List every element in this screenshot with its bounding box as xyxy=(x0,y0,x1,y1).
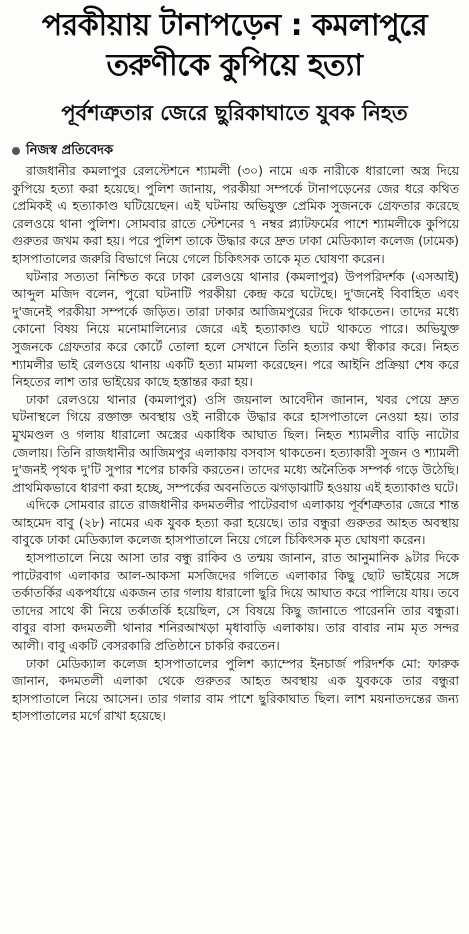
paragraph: এদিকে সোমবার রাতে রাজধানীর কদমতলীর পাটেরবাগ এলাকায় পূর্বশত্রুতার জেরে শান্ত আহমেদ বাবু (২৮) নামের এক যুবক হত্যা করা হয়েছে। তার বন্ধুরা গুরুতর আহত অবস্থায় বাবুকে ঢাকা মেডিক্যাল কলেজ হাসপাতালে নিয়ে গেলে চিকিৎসক মৃত ঘোষণা করেন। xyxy=(12,497,459,548)
paragraph: ঘটনার সত্যতা নিশ্চিত করে ঢাকা রেলওয়ে থানার (কমলাপুর) উপপরিদর্শক (এসআই) আব্দুল মজিদ বলেন, পুরো ঘটনাটি পরকীয়া কেন্দ্র করে ঘটেছে। দু'জনেই বিবাহিত এবং দু'জনেই পরকীয়া সম্পর্কে জড়িত। তারা ঢাকার আজিমপুরের দিকে থাকতেন। তাদের মধ্যে কোনো বিষয় নিয়ে মনোমালিন্যের জেরে এই হত্যাকাণ্ড ঘটে থাকতে পারে। অভিযুক্ত সুজনকে গ্রেফতার করে কোর্টে তোলা হলে সেখানে তিনি হত্যার কথা স্বীকার করে। নিহত শ্যামলীর ভাই রেলওয়ে থানায় একটি হত্যা মামলা করেছেন। পরে আইনি প্রক্রিয়া শেষ করে নিহতের লাশ তার ভাইয়ের কাছে হস্তান্তর করা হয়। xyxy=(12,268,459,390)
subheadline: পূর্বশত্রুতার জেরে ছুরিকাঘাতে যুবক নিহত xyxy=(61,101,408,125)
byline xyxy=(12,142,457,160)
byline-text: নিজস্ব প্রতিবেদক xyxy=(26,143,114,158)
paragraph: হাসপাতালে নিয়ে আসা তার বন্ধু রাকিব ও তন্ময় জানান, রাত আনুমানিক ৯টার দিকে পাটেরবাগ এলাকার আল-আকসা মসজিদের গলিতে এলাকার কিছু ছোট ভাইয়ের সঙ্গে তর্কাতর্কির একপর্যায়ে একজন তার গলায় ধারালো ছুরি দিয়ে আঘাত করে পালিয়ে যায়। তবে তাদের সাথে কী নিয়ে তর্কাতর্কি হয়েছিল, সে বিষয়ে কিছু জানাতে পারেননি তার বন্ধুরা। বাবুর বাসা কদমতলী থানার শনিরআখড়া মৃধাবাড়ি এলাকায়। তার বাবার নাম মৃত সন্দর আলী। বাবু একটি বেসরকারি প্রতিষ্ঠানে চাকরি করতেন। xyxy=(12,550,459,654)
headline-line-2: তরুণীকে কুপিয়ে হত্যা xyxy=(106,48,363,83)
headline-line-1: পরকীয়ায় টানাপড়েন : কমলাপুরে xyxy=(41,8,428,43)
bullet-icon xyxy=(12,147,20,155)
paragraph: ঢাকা মেডিক্যাল কলেজ হাসপাতালের পুলিশ ক্যাম্পের ইনচার্জ পরিদর্শক মো: ফারুক জানান, কদমতলী এলাকা থেকে গুরুতর আহত অবস্থায় এক যুবককে তার বন্ধুরা হাসপাতালে নিয়ে আসেন। তার গলার বাম পাশে ছুরিকাঘাত ছিল। লাশ ময়নাতদন্তের জন্য হাসপাতালের মর্গে রাখা হয়েছে। xyxy=(12,655,459,724)
article-body xyxy=(12,162,459,725)
paragraph: ঢাকা রেলওয়ে থানার (কমলাপুর) ওসি জয়নাল আবেদীন জানান, খবর পেয়ে দ্রুত ঘটনাস্থলে গিয়ে রক্তাক্ত অবস্থায় ওই নারীকে উদ্ধার করে হাসপাতালে নেওয়া হয়। তার মুখমণ্ডল ও গলায় ধারালো অস্ত্রের একাধিক আঘাত ছিল। নিহত শ্যামলীর বাড়ি নাটোর জেলায়। তিনি রাজধানীর আজিমপুর এলাকায় বসবাস থাকতেন। হত্যাকারী সুজন ও শ্যামলী দু'জনই পৃথক দু'টি সুপার শপের চাকরি করতেন। তাদের মধ্যে অনৈতিক সম্পর্ক গড়ে উঠেছি। প্রাথমিকভাবে ধারণা করা হচ্ছে, সম্পর্কের অবনতিতে ঝগড়াঝাটি হওয়ায় এই হত্যাকাণ্ড ঘটে। xyxy=(12,391,459,495)
paragraph: রাজধানীর কমলাপুর রেলস্টেশনে শ্যামলী (৩০) নামে এক নারীকে ধারালো অস্ত্র দিয়ে কুপিয়ে হত্যা করা হয়েছে। পুলিশ জানায়, পরকীয়া সম্পর্কে টানাপড়েনের জের ধরে কথিত প্রেমিকই এ হত্যাকাণ্ড ঘটিয়েছেন। এই ঘটনায় অভিযুক্ত প্রেমিক সুজনকে গ্রেফতার করেছে রেলওয়ে থানা পুলিশ। সোমবার রাতে স্টেশনের ৭ নম্বর প্ল্যাটফর্মের পাশে শ্যামলীকে কুপিয়ে গুরুতর জখম করা হয়। পরে পুলিশ তাকে উদ্ধার করে দ্রুত ঢাকা মেডিক্যাল কলেজ (ঢামেক) হাসপাতালের জরুরি বিভাগে নিয়ে গেলে চিকিৎসক তাকে মৃত ঘোষণা করেন। xyxy=(12,163,459,266)
